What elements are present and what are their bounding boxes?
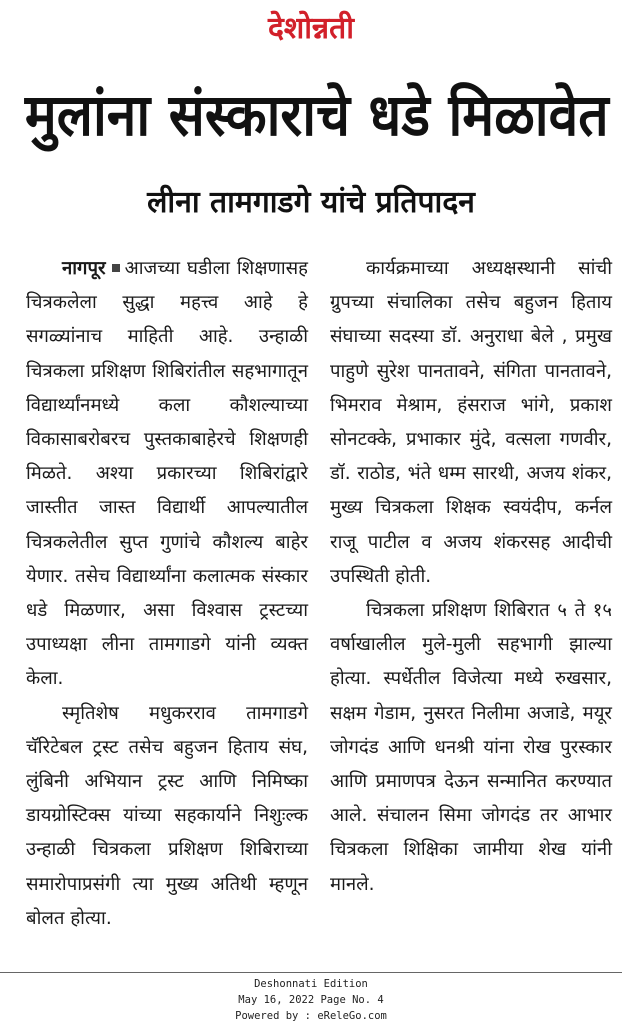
- edition-footer: [0, 976, 622, 1024]
- article-right-column: [330, 252, 612, 902]
- edition-name: Deshonnati Edition: [254, 978, 368, 990]
- edition-date-page: May 16, 2022 Page No. 4: [238, 994, 384, 1006]
- left-paragraph-1-text: आजच्या घडीला शिक्षणासह चित्रकलेला सुद्धा महत्त्व आहे हे सगळ्यांनाच माहिती आहे. उन्हाळी चित्रकला प्रशिक्षण शिबिरांतील सहभागातून विद्यार्थ्यांनमध्ये कला कौशल्याच्या विकासाबरोबरच पुस्तकाबाहेरचे शिक्षणही मिळते. अश्या प्रकारच्या शिबिरांद्वारे जास्तीत जास्त विद्यार्थी आपल्यातील चित्रकलेतील सुप्त गुणांचे कौशल्य बाहेर येणार. तसेच विद्यार्थ्यांना कलात्मक संस्कार धडे मिळणार, असा विश्वास ट्रस्टच्या उपाध्यक्षा लीना तामगाडगे यांनी व्यक्त केला.: [26, 258, 308, 690]
- right-paragraph-1: कार्यक्रमाच्या अध्यक्षस्थानी सांची ग्रुपच्या संचालिका तसेच बहुजन हिताय संघाच्या सदस्या डॉ. अनुराधा बेले , प्रमुख पाहुणे सुरेश पानतावने, संगिता पानतावने, भिमराव मेश्राम, हंसराज भांगे, प्रकाश सोनटक्के, प्रभाकार मुंदे, वत्सला गणवीर, डॉ. राठोड, भंते धम्म सारथी, अजय शंकर, मुख्य चित्रकला शिक्षक स्वयंदीप, कर्नल राजू पाटील व अजय शंकरसह आदीची उपस्थिती होती.: [330, 258, 612, 587]
- newspaper-logo: देशोन्नती: [267, 11, 355, 46]
- powered-by-link[interactable]: Powered by : eReleGo.com: [235, 1010, 387, 1022]
- left-paragraph-1: [26, 252, 308, 697]
- left-paragraph-2: स्मृतिशेष मधुकरराव तामगाडगे चॅरिटेबल ट्रस्ट तसेच बहुजन हिताय संघ, लुंबिनी अभियान ट्रस्ट आणि निमिष्का डायग्रोस्टिक्स यांच्या सहकार्याने निशुःल्क उन्हाळी चित्रकला प्रशिक्षण शिबिराच्या समारोपाप्रसंगी त्या मुख्य अतिथी म्हणून बोलत होत्या.: [26, 702, 308, 929]
- article-headline: मुलांना संस्काराचे धडे मिळावेत: [24, 81, 609, 149]
- article-left-column: [26, 252, 308, 936]
- footer-divider: [0, 972, 622, 973]
- dateline: नागपूर: [62, 258, 106, 279]
- article-subheadline: लीना तामगाडगे यांचे प्रतिपादन: [147, 185, 475, 220]
- dateline-bullet-icon: [112, 264, 120, 272]
- right-paragraph-2: चित्रकला प्रशिक्षण शिबिरात ५ ते १५ वर्षाखालील मुले-मुली सहभागी झाल्या होत्या. स्पर्धेतील विजेत्या मध्ये रुखसार, सक्षम गेडाम, नुसरत निलीमा अजाडे, मयूर जोगदंड आणि धनश्री यांना रोख पुरस्कार आणि प्रमाणपत्र देऊन सन्मानित करण्यात आले. संचालन सिमा जोगदंड तर आभार चित्रकला शिक्षिका जामीया शेख यांनी मानले.: [330, 600, 612, 895]
